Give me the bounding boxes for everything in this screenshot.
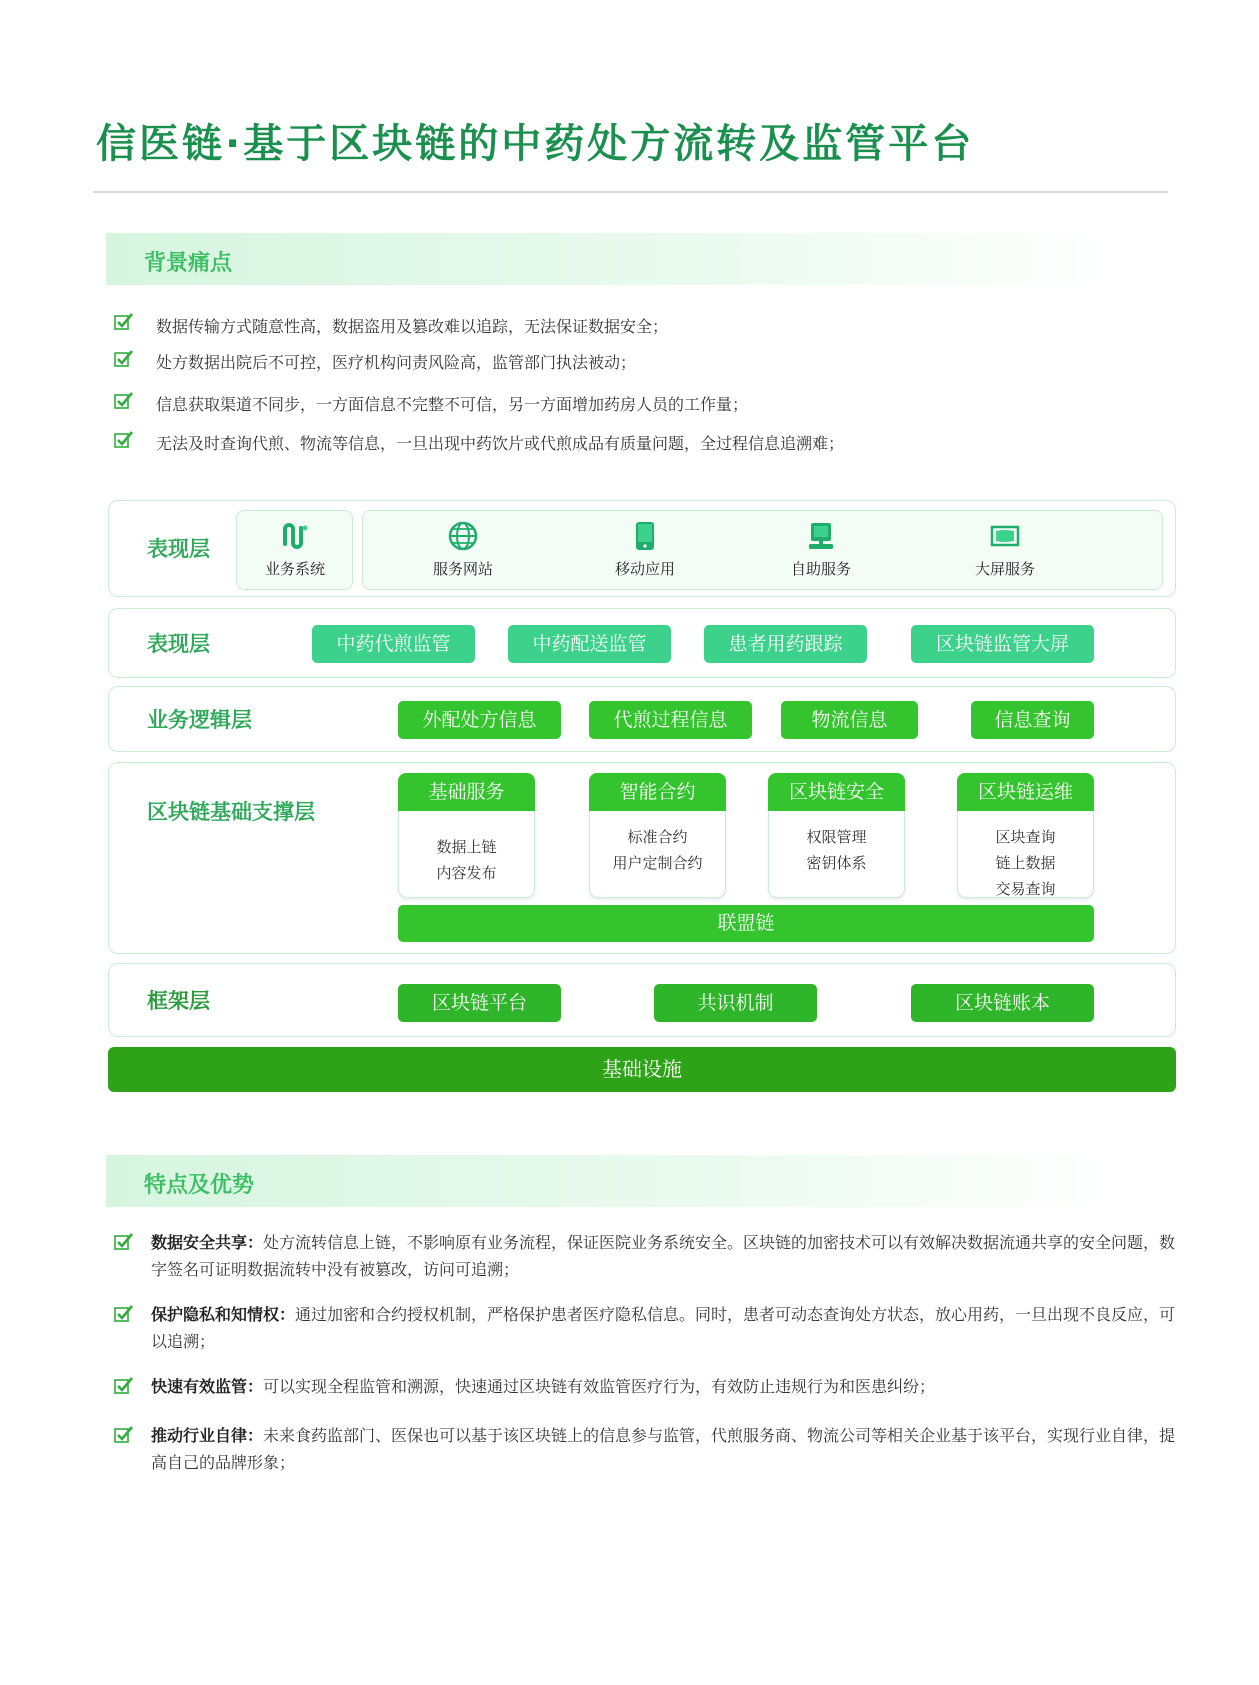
channel-item[interactable] <box>945 520 1065 579</box>
card-title: 智能合约 <box>589 773 726 811</box>
big-screen-icon <box>989 520 1021 552</box>
layer-blockchain-support <box>108 762 1176 954</box>
capability-card[interactable] <box>398 773 535 898</box>
channel-label: 业务系统 <box>264 560 325 578</box>
card-line: 密钥体系 <box>806 854 867 872</box>
feature-text: 可以实现全程监管和溯源，快速通过区块链有效监管医疗行为，有效防止违规行为和医患纠纷； <box>263 1377 936 1396</box>
checkbox-check-icon <box>114 1426 134 1444</box>
feature-title: 数据安全共享： <box>151 1233 264 1252</box>
card-line: 用户定制合约 <box>612 854 703 872</box>
channel-label: 移动应用 <box>614 560 675 578</box>
checkbox-check-icon <box>114 350 134 368</box>
feature-text: 处方流转信息上链，不影响原有业务流程，保证医院业务系统安全。区块链的加密技术可以有效解决数据流通共享的安全问题，数字签名可证明数据流转中没有被篡改，访问可追溯； <box>151 1233 1176 1279</box>
checkbox-check-icon <box>114 313 134 331</box>
checkbox-check-icon <box>114 431 134 449</box>
layer-label: 表现层 <box>147 537 210 561</box>
feature-item <box>151 1422 1181 1476</box>
feature-item <box>151 1229 1181 1283</box>
layer-presentation-icons <box>108 500 1176 597</box>
card-title: 基础服务 <box>398 773 535 811</box>
module-pill[interactable]: 区块链平台 <box>398 984 561 1022</box>
layer-label: 区块链基础支撑层 <box>147 800 315 824</box>
layer-business-logic <box>108 686 1176 752</box>
card-line: 交易查询 <box>995 880 1056 898</box>
module-pill[interactable]: 信息查询 <box>971 701 1094 739</box>
module-pill[interactable]: 共识机制 <box>654 984 817 1022</box>
layer-label: 业务逻辑层 <box>147 708 252 732</box>
layer-label: 表现层 <box>147 632 210 656</box>
checkbox-check-icon <box>114 1377 134 1395</box>
layer-label: 框架层 <box>147 989 210 1013</box>
card-title: 区块链安全 <box>768 773 905 811</box>
module-pill[interactable]: 患者用药跟踪 <box>704 625 867 663</box>
capability-card[interactable] <box>589 773 726 898</box>
infrastructure-bar[interactable]: 基础设施 <box>108 1047 1176 1092</box>
module-pill[interactable]: 外配处方信息 <box>398 701 561 739</box>
card-title: 区块链运维 <box>957 773 1094 811</box>
feature-item <box>151 1301 1181 1355</box>
card-line: 内容发布 <box>436 864 497 882</box>
card-line: 权限管理 <box>806 828 867 846</box>
mobile-icon <box>629 520 661 552</box>
feature-title: 推动行业自律： <box>151 1426 264 1445</box>
checkbox-check-icon <box>114 392 134 410</box>
pain-point-item: 信息获取渠道不同步，一方面信息不完整不可信，另一方面增加药房人员的工作量； <box>156 395 749 414</box>
channel-label: 服务网站 <box>432 560 493 578</box>
module-pill[interactable]: 代煎过程信息 <box>589 701 752 739</box>
section-heading-background <box>106 233 1126 285</box>
channel-item[interactable] <box>761 520 881 579</box>
page-title: 信医链·基于区块链的中药处方流转及监管平台 <box>96 121 975 167</box>
module-pill[interactable]: 区块链监管大屏 <box>911 625 1094 663</box>
feature-title: 保护隐私和知情权： <box>151 1305 296 1324</box>
feature-text: 通过加密和合约授权机制，严格保护患者医疗隐私信息。同时，患者可动态查询处方状态，放心用药，一旦出现不良反应，可以追溯； <box>151 1305 1176 1351</box>
module-pill[interactable]: 中药代煎监管 <box>312 625 475 663</box>
title-divider <box>93 191 1168 193</box>
feature-text: 未来食药监部门、医保也可以基于该区块链上的信息参与监管，代煎服务商、物流公司等相关企业基于该平台，实现行业自律，提高自己的品牌形象； <box>151 1426 1176 1472</box>
globe-icon <box>447 520 479 552</box>
module-pill[interactable]: 区块链账本 <box>911 984 1094 1022</box>
module-pill[interactable]: 中药配送监管 <box>508 625 671 663</box>
channel-label: 大屏服务 <box>974 560 1035 578</box>
layer-framework <box>108 963 1176 1037</box>
layer-presentation <box>108 608 1176 678</box>
checkbox-check-icon <box>114 1233 134 1251</box>
channel-item[interactable] <box>403 520 523 579</box>
section-heading-text: 背景痛点 <box>144 251 233 276</box>
channel-item[interactable] <box>235 520 355 579</box>
card-line: 数据上链 <box>436 838 497 856</box>
card-line: 链上数据 <box>995 854 1056 872</box>
checkbox-check-icon <box>114 1305 134 1323</box>
capability-card[interactable] <box>768 773 905 898</box>
channel-label: 自助服务 <box>790 560 851 578</box>
card-line: 标准合约 <box>627 828 688 846</box>
business-system-icon <box>279 520 311 552</box>
pain-point-item: 数据传输方式随意性高，数据盗用及篡改难以追踪，无法保证数据安全； <box>156 317 669 336</box>
feature-item <box>151 1373 1181 1400</box>
kiosk-icon <box>805 520 837 552</box>
pain-point-item: 处方数据出院后不可控，医疗机构问责风险高，监管部门执法被动； <box>156 353 637 372</box>
section-heading-features <box>106 1155 1126 1207</box>
module-pill[interactable]: 物流信息 <box>781 701 918 739</box>
feature-title: 快速有效监管： <box>151 1377 264 1396</box>
capability-card[interactable] <box>957 773 1094 898</box>
alliance-chain-bar[interactable]: 联盟链 <box>398 905 1094 942</box>
channel-item[interactable] <box>585 520 705 579</box>
pain-point-item: 无法及时查询代煎、物流等信息，一旦出现中药饮片或代煎成品有质量问题，全过程信息追溯难； <box>156 434 845 453</box>
section-heading-text: 特点及优势 <box>144 1173 255 1198</box>
card-line: 区块查询 <box>995 828 1056 846</box>
